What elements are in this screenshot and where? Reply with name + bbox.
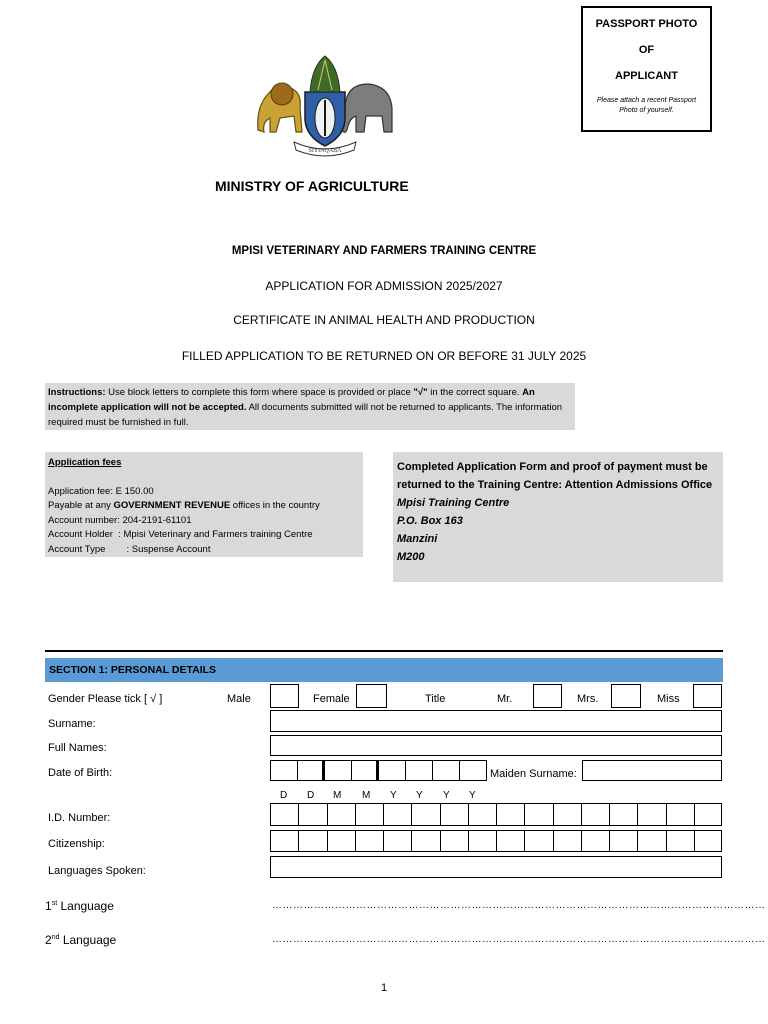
grid-cell[interactable] xyxy=(525,831,553,851)
fees-payable: Payable at any GOVERNMENT REVENUE offices in the country xyxy=(48,500,320,511)
id-number-label: I.D. Number: xyxy=(48,812,111,824)
grid-cell[interactable] xyxy=(384,804,412,825)
fees-account-holder: Account Holder : Mpisi Veterinary and Farmers training Centre xyxy=(48,529,313,540)
maiden-surname-field[interactable] xyxy=(582,760,722,781)
dob-format-d2: D xyxy=(307,790,315,801)
first-language-line[interactable]: …………………………………………………………………………………………………………………………… xyxy=(272,900,766,911)
languages-spoken-label: Languages Spoken: xyxy=(48,865,146,877)
full-names-field[interactable] xyxy=(270,735,722,756)
submission-text: Completed Application Form and proof of payment must be returned to the Training Centre: Attention Admissions Office xyxy=(397,461,713,491)
photo-box-line2: OF xyxy=(638,44,655,56)
grid-cell[interactable] xyxy=(271,831,299,851)
citizenship-label: Citizenship: xyxy=(48,838,105,850)
grid-cell[interactable] xyxy=(638,831,666,851)
grid-cell[interactable] xyxy=(356,804,384,825)
instructions-warning: An incomplete application will not be accepted. xyxy=(48,387,535,413)
fees-account-number: Account number: 204-2191-61101 xyxy=(48,514,192,526)
surname-label: Surname: xyxy=(48,718,96,730)
citizenship-field[interactable] xyxy=(270,830,722,852)
full-names-label: Full Names: xyxy=(48,742,107,754)
first-language-label: 1st Language xyxy=(45,899,114,913)
dob-format-y2: Y xyxy=(416,790,423,801)
grid-cell[interactable] xyxy=(299,831,327,851)
languages-spoken-field[interactable] xyxy=(270,856,722,878)
dob-label: Date of Birth: xyxy=(48,767,113,779)
grid-cell[interactable] xyxy=(525,804,553,825)
mr-label: Mr. xyxy=(497,693,513,705)
coat-of-arms-icon xyxy=(250,52,400,160)
second-language-label: 2nd Language xyxy=(45,933,117,947)
photo-box-line1: PASSPORT PHOTO xyxy=(595,18,698,30)
grid-cell[interactable] xyxy=(441,804,469,825)
id-number-field[interactable] xyxy=(270,803,722,826)
submission-box xyxy=(393,452,723,582)
application-fees-box xyxy=(45,452,363,557)
gender-label: Gender Please tick [ √ ] xyxy=(48,693,163,705)
submission-address-3: Manzini xyxy=(397,533,438,545)
submission-address-2: P.O. Box 163 xyxy=(397,515,463,527)
grid-cell[interactable] xyxy=(610,831,638,851)
certificate-line: CERTIFICATE IN ANIMAL HEALTH AND PRODUCTION xyxy=(233,313,535,327)
grid-cell[interactable] xyxy=(582,831,610,851)
grid-cell[interactable] xyxy=(497,831,525,851)
grid-cell[interactable] xyxy=(667,804,695,825)
mrs-label: Mrs. xyxy=(577,693,599,705)
title-label: Title xyxy=(425,693,446,705)
grid-cell[interactable] xyxy=(667,831,695,851)
fees-title: Application fees xyxy=(48,457,122,468)
grid-cell[interactable] xyxy=(554,804,582,825)
grid-cell[interactable] xyxy=(441,831,469,851)
second-language-line[interactable]: …………………………………………………………………………………………………………………………… xyxy=(272,934,766,945)
grid-cell[interactable] xyxy=(271,804,299,825)
surname-field[interactable] xyxy=(270,710,722,732)
dob-field[interactable] xyxy=(270,760,487,781)
grid-cell[interactable] xyxy=(384,831,412,851)
grid-cell[interactable] xyxy=(412,831,440,851)
grid-cell[interactable] xyxy=(469,831,497,851)
instructions-text3: All documents submitted will not be returned to applicants. The information required must be furnished in full. xyxy=(48,402,563,428)
fees-account-type: Account Type : Suspense Account xyxy=(48,543,211,555)
instructions-box xyxy=(45,383,575,430)
grid-cell[interactable] xyxy=(638,804,666,825)
dob-format-m2: M xyxy=(362,790,371,801)
page-number: 1 xyxy=(381,982,388,994)
dob-format-d1: D xyxy=(280,790,288,801)
grid-cell[interactable] xyxy=(356,831,384,851)
instructions-text2: in the correct square. xyxy=(427,387,523,398)
grid-cell[interactable] xyxy=(328,831,356,851)
mrs-checkbox[interactable] xyxy=(611,684,641,708)
mr-checkbox[interactable] xyxy=(533,684,562,708)
submission-address-4: M200 xyxy=(397,551,425,563)
deadline-line: FILLED APPLICATION TO BE RETURNED ON OR BEFORE 31 JULY 2025 xyxy=(181,349,587,363)
ministry-title: MINISTRY OF AGRICULTURE xyxy=(215,178,409,194)
miss-label: Miss xyxy=(657,693,680,705)
grid-cell[interactable] xyxy=(299,804,327,825)
section-divider xyxy=(45,650,723,652)
grid-cell[interactable] xyxy=(497,804,525,825)
passport-photo-box xyxy=(581,6,712,132)
instructions-tick: "√" xyxy=(413,387,428,398)
dob-format-y4: Y xyxy=(469,790,476,801)
section1-header: SECTION 1: PERSONAL DETAILS xyxy=(45,658,723,682)
grid-cell[interactable] xyxy=(469,804,497,825)
grid-cell[interactable] xyxy=(610,804,638,825)
admission-line: APPLICATION FOR ADMISSION 2025/2027 xyxy=(265,279,503,293)
female-label: Female xyxy=(313,693,350,705)
photo-box-note: Please attach a recent Passport Photo of yourself. xyxy=(596,97,697,114)
grid-cell[interactable] xyxy=(328,804,356,825)
grid-cell[interactable] xyxy=(554,831,582,851)
submission-address-1: Mpisi Training Centre xyxy=(397,497,510,509)
emblem-motto: SIYINQABA xyxy=(308,148,342,154)
instructions-text1: Use block letters to complete this form where space is provided or place xyxy=(105,387,414,398)
centre-title: MPISI VETERINARY AND FARMERS TRAINING CENTRE xyxy=(231,245,537,257)
dob-format-y1: Y xyxy=(390,790,397,801)
male-label: Male xyxy=(227,693,251,705)
grid-cell[interactable] xyxy=(582,804,610,825)
fees-amount: Application fee: E 150.00 xyxy=(48,485,154,497)
photo-box-line3: APPLICANT xyxy=(615,70,678,82)
grid-cell[interactable] xyxy=(412,804,440,825)
male-checkbox[interactable] xyxy=(270,684,299,708)
dob-format-m1: M xyxy=(333,790,342,801)
female-checkbox[interactable] xyxy=(356,684,387,708)
dob-format-y3: Y xyxy=(443,790,450,801)
instructions-label: Instructions: xyxy=(48,387,106,398)
maiden-surname-label: Maiden Surname: xyxy=(490,768,577,780)
miss-checkbox[interactable] xyxy=(693,684,722,708)
